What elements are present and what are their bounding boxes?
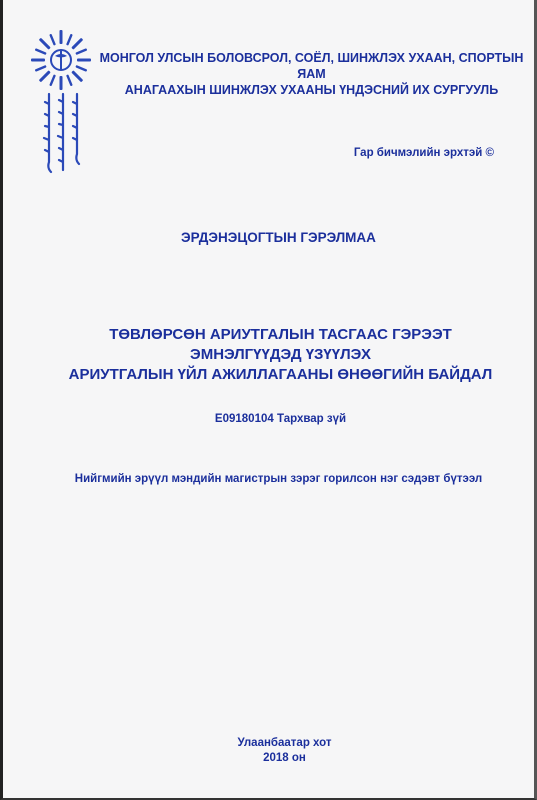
specialty-code: E09180104 Тархвар зүй [214, 413, 347, 425]
ministry-name: МОНГОЛ УЛСЫН БОЛОВСРОЛ, СОЁЛ, ШИНЖЛЭХ УХААН, СПОРТЫН ЯАМ [99, 51, 524, 81]
university-name: АНАГААХЫН ШИНЖЛЭХ УХААНЫ ҮНДЭСНИЙ ИХ СУРГУУЛЬ [124, 83, 499, 97]
thesis-title-line-1: ТӨВЛӨРСӨН АРИУТГАЛЫН ТАСГААС ГЭРЭЭТ ЭМНЭЛГҮҮДЭД ҮЗҮҮЛЭХ [109, 326, 452, 363]
thesis-title [33, 325, 504, 385]
thesis-title-line-2: АРИУТГАЛЫН ҮЙЛ АЖИЛЛАГААНЫ ӨНӨӨГИЙН БАЙДАЛ [68, 366, 493, 383]
university-emblem-icon [29, 28, 93, 92]
year: 2018 он [263, 752, 306, 764]
institution-header [99, 50, 524, 98]
degree-statement: Нийгмийн эрүүл мэндийн магистрын зэрэг горилсон нэг сэдэвт бүтээл [74, 473, 483, 485]
copyright-notice: Гар бичмэлийн эрхтэй © [353, 147, 494, 159]
mongolian-script-name [39, 92, 89, 178]
author-name: ЭРДЭНЭЦОГТЫН ГЭРЭЛМАА [181, 230, 376, 245]
city: Улаанбаатар хот [237, 737, 332, 749]
place-and-year [3, 736, 534, 766]
